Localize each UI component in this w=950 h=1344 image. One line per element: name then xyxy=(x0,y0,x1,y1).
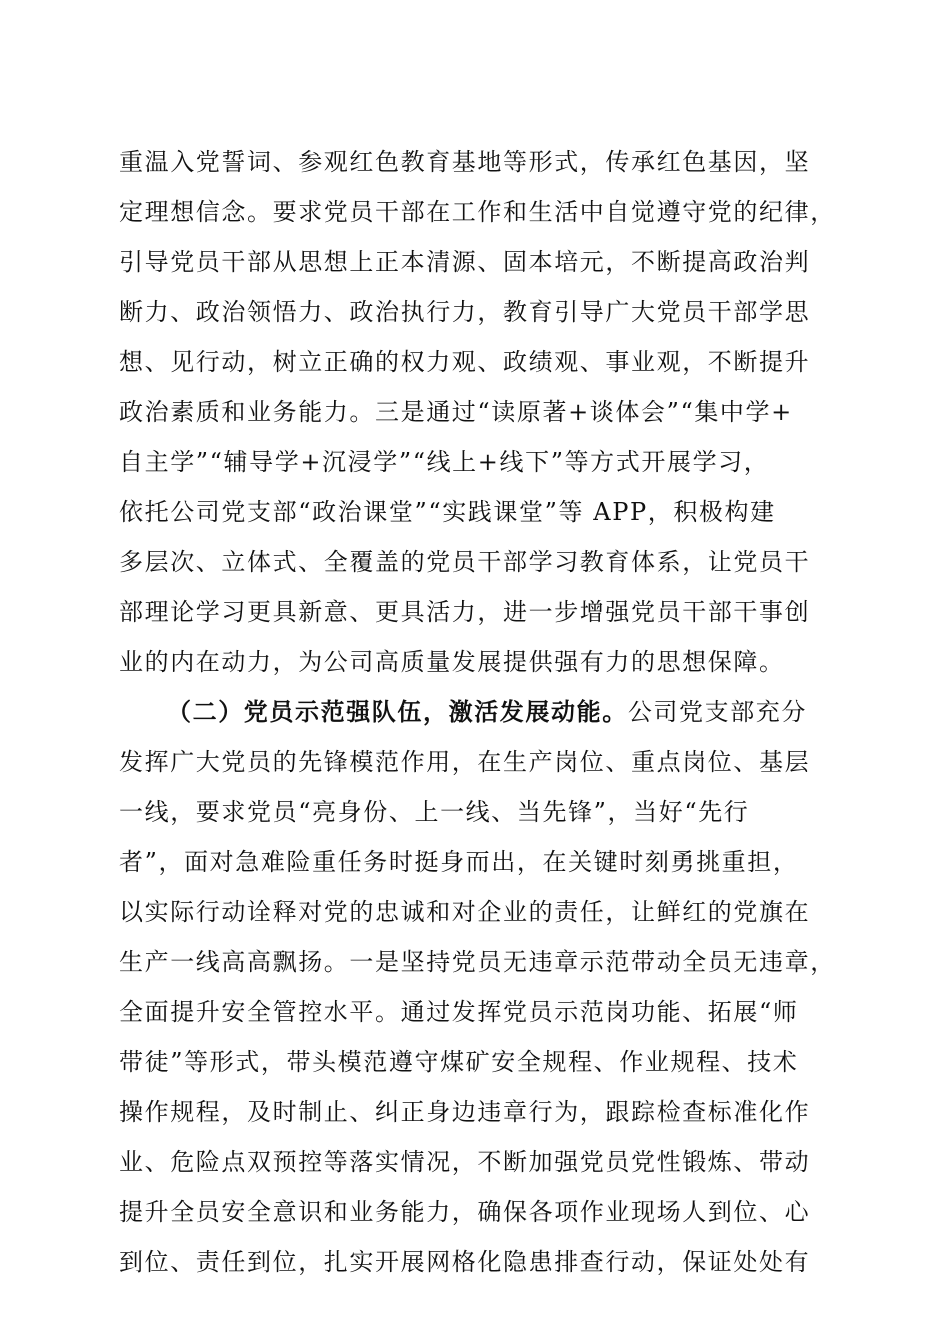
text-line: 断力、政治领悟力、政治执行力，教育引导广大党员干部学思 xyxy=(119,298,811,326)
section-heading: （二）党员示范强队伍，激活发展动能。 xyxy=(167,697,628,726)
text-line-rest: 公司党支部充分 xyxy=(627,698,808,726)
text-line: 以实际行动诠释对党的忠诚和对企业的责任，让鲜红的党旗在 xyxy=(119,898,811,926)
text-line: 想、见行动，树立正确的权力观、政绩观、事业观，不断提升 xyxy=(119,348,811,376)
section-heading-line xyxy=(167,697,807,727)
text-line: 自主学”“辅导学+沉浸学”“线上+线下”等方式开展学习， xyxy=(119,448,770,476)
text-line: 操作规程，及时制止、纠正身边违章行为，跟踪检查标准化作 xyxy=(119,1098,811,1126)
text-line: 多层次、立体式、全覆盖的党员干部学习教育体系，让党员干 xyxy=(119,548,811,576)
text-line: 依托公司党支部“政治课堂”“实践课堂”等 APP，积极构建 xyxy=(119,498,776,526)
text-line: 生产一线高高飘扬。一是坚持党员无违章示范带动全员无违章， xyxy=(119,948,836,976)
text-line: 提升全员安全意识和业务能力，确保各项作业现场人到位、心 xyxy=(119,1198,811,1226)
text-line: 一线，要求党员“亮身份、上一线、当先锋”，当好“先行 xyxy=(119,798,750,826)
text-line: 引导党员干部从思想上正本清源、固本培元，不断提高政治判 xyxy=(119,248,811,276)
text-line: 部理论学习更具新意、更具活力，进一步增强党员干部干事创 xyxy=(119,598,811,626)
text-line: 业、危险点双预控等落实情况，不断加强党员党性锻炼、带动 xyxy=(119,1148,811,1176)
text-line: 到位、责任到位，扎实开展网格化隐患排查行动，保证处处有 xyxy=(119,1248,811,1276)
text-line: 者”，面对急难险重任务时挺身而出，在关键时刻勇挑重担， xyxy=(119,848,799,876)
text-line: 发挥广大党员的先锋模范作用，在生产岗位、重点岗位、基层 xyxy=(119,748,811,776)
text-line: 重温入党誓词、参观红色教育基地等形式，传承红色基因，坚 xyxy=(119,148,811,176)
text-line: 业的内在动力，为公司高质量发展提供强有力的思想保障。 xyxy=(119,648,785,676)
text-line: 政治素质和业务能力。三是通过“读原著+谈体会”“集中学+ xyxy=(119,398,793,426)
text-line: 带徒”等形式，带头模范遵守煤矿安全规程、作业规程、技术 xyxy=(119,1048,799,1076)
text-line: 定理想信念。要求党员干部在工作和生活中自觉遵守党的纪律， xyxy=(119,198,836,226)
text-line: 全面提升安全管控水平。通过发挥党员示范岗功能、拓展“师 xyxy=(119,998,799,1026)
